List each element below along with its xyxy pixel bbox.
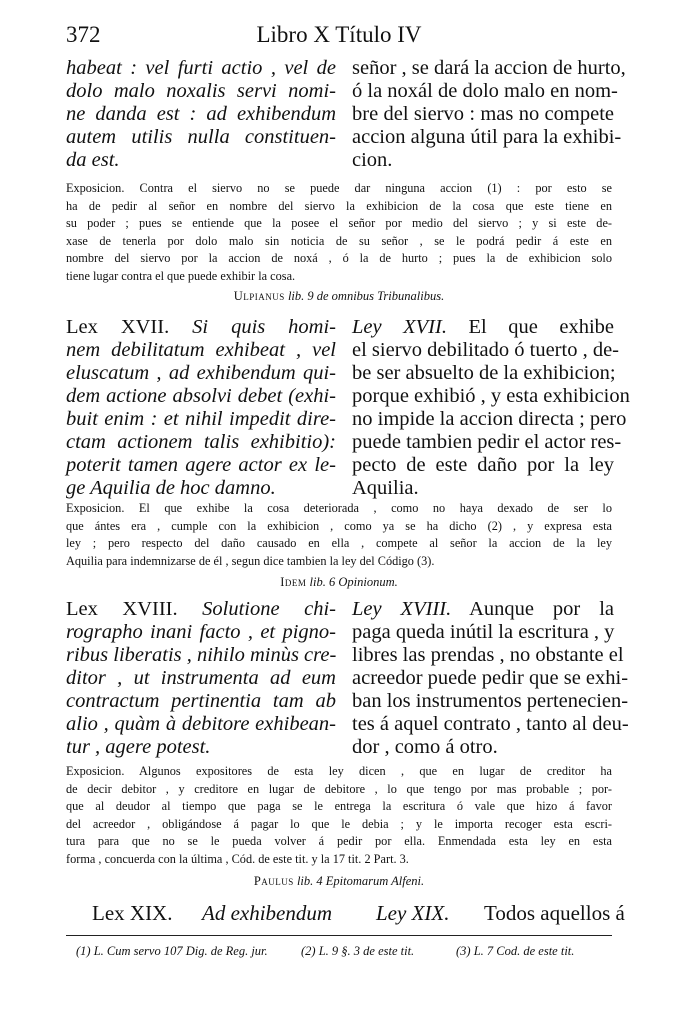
source-citation-2 [66, 575, 612, 590]
source-work: lib. 6 Opinionum. [309, 575, 398, 589]
footnote-2: (2) L. 9 §. 3 de este tit. [301, 944, 415, 958]
text-line: ctam actionem talis exhibitio): [66, 431, 336, 453]
text-line: poterit tamen agere actor ex le- [66, 454, 336, 476]
exposition-line: que ántes era , cumple con la exhibicion , como ya se ha dicho (2) , y expresa esta [66, 518, 612, 533]
spanish-column-3 [352, 598, 629, 759]
text-line: ó la noxál de dolo malo en nom- [352, 80, 618, 102]
lex-heading: Lex XIX. [92, 901, 173, 925]
text-line [352, 316, 614, 339]
spanish-text-start: Todos aquellos á [484, 901, 625, 925]
latin-column-1 [66, 57, 336, 172]
text-line [66, 598, 336, 621]
exposition-line: xase de tenerla por dolo malo sin noticia de su señor , se le podrá pedir á este en [66, 233, 612, 248]
exposition-line: tura para que no se le pueda volver á pedir por ella. Enmendada esta ley en esta [66, 834, 612, 848]
text-line: acreedor puede pedir que se exhi- [352, 667, 629, 689]
text-line: puede tambien pedir el actor res- [352, 431, 622, 453]
exposition-line: forma , concuerda con la última , Cód. de este tit. y la 17 tit. 2 Part. 3. [66, 851, 409, 866]
source-citation-1 [66, 289, 612, 304]
exposition-line: su poder ; pues se entiende que la posee el señor por medio del siervo ; y si este de- [66, 216, 612, 230]
lex-heading: Lex XVII. [66, 316, 170, 338]
exposition-line: Aquilia para indemnizarse de él , segun dice tambien la ley del Código (3). [66, 553, 435, 568]
ley-heading: Ley XVIII. [352, 598, 452, 620]
text-line: accion alguna útil para la exhibi- [352, 126, 622, 148]
text-fragment: El que exhibe [468, 316, 614, 338]
text-line: autem utilis nulla constituen- [66, 126, 336, 148]
text-line: el siervo debilitado ó tuerto , de- [352, 339, 619, 361]
exposition-line: de decir debitor , y creditore en lugar de debitore , lo que tengo por mas probable ; por- [66, 781, 612, 796]
text-line: alio , quàm à debitore exhibean- [66, 713, 336, 735]
text-line: ne danda est : ad exhibendum [66, 103, 336, 125]
exposition-line: Exposicion. El que exhibe la cosa deteriorada , como no haya dexado de ser lo [66, 501, 612, 515]
text-line: dem actione absolvi debet (exhi- [66, 385, 336, 407]
source-author: Ulpianus [233, 289, 285, 303]
text-fragment: Aunque por la [469, 598, 615, 620]
ley-heading: Ley XVII. [352, 316, 447, 338]
exposition-line: del acreedor , obligándose á pagar lo que le debia ; y le importa recoger esta escri- [66, 816, 612, 831]
text-line: da est. [66, 149, 120, 171]
ley-heading: Ley XIX. [376, 901, 450, 925]
text-line: no impide la accion directa ; pero [352, 408, 627, 430]
exposition-line: ley ; pero respecto del daño causado en ella , compete al señor la accion de la ley [66, 536, 612, 550]
lex-heading: Lex XVIII. [66, 598, 178, 620]
text-fragment: Si quis homi- [192, 316, 337, 338]
text-line: cion. [352, 149, 393, 171]
text-line: rographo inani facto , et pigno- [66, 621, 336, 643]
page-number: 372 [66, 22, 101, 47]
text-fragment: Solutione chi- [202, 598, 336, 620]
exposition-line: Exposicion. Algunos expositores de esta ley dicen , que en lugar de creditor ha [66, 764, 612, 778]
text-line: nem debilitatum exhibeat , vel [66, 339, 336, 361]
text-line [352, 598, 614, 621]
source-citation-3 [66, 874, 612, 889]
latin-text-start: Ad exhibendum [202, 901, 333, 925]
footnote-1: (1) L. Cum servo 107 Dig. de Reg. jur. [76, 944, 268, 958]
text-line: tur , agere potest. [66, 736, 211, 758]
exposition-3 [66, 763, 612, 868]
exposition-line: Exposicion. Contra el siervo no se puede dar ninguna accion (1) : por esto se [66, 181, 612, 195]
footnote-3: (3) L. 7 Cod. de este tit. [456, 944, 575, 958]
text-line: tes á aquel contrato , tanto al deu- [352, 713, 629, 735]
text-line: pecto de este daño por la ley [352, 454, 614, 476]
law-19-start [66, 901, 625, 927]
text-line: señor , se dará la accion de hurto, [352, 57, 626, 79]
text-line: contractum pertinentia tam ab [66, 690, 336, 712]
exposition-line: nombre del siervo por la accion de noxá , ó la de hurto ; pues la de exhibicion solo [66, 251, 612, 265]
text-line: ge Aquilia de hoc damno. [66, 477, 276, 499]
spanish-column-1 [352, 57, 626, 172]
text-line: buit enim : et nihil impedit dire- [66, 408, 336, 430]
exposition-line: que al deudor al tiempo que paga se le entrega la escritura ó vale que hizo á favor [66, 799, 612, 813]
text-line: dor , como á otro. [352, 736, 498, 758]
running-title: Libro X Título IV [256, 22, 422, 47]
text-line: ban los instrumentos pertenecien- [352, 690, 629, 712]
text-line: ribus liberatis , nihilo minùs cre- [66, 644, 337, 666]
text-line: be ser absuelto de la exhibicion; [352, 362, 616, 384]
exposition-1 [66, 180, 612, 285]
spanish-column-2 [352, 316, 630, 500]
exposition-2 [66, 500, 612, 570]
source-work: lib. 4 Epitomarum Alfeni. [296, 874, 425, 888]
text-line: eluscatum , ad exhibendum qui- [66, 362, 336, 384]
text-line: Aquilia. [352, 477, 419, 499]
text-line: dolo malo noxalis servi nomi- [66, 80, 336, 102]
running-header [66, 22, 612, 52]
text-line: habeat : vel furti actio , vel de [66, 57, 336, 79]
text-line: ditor , ut instrumenta ad eum [66, 667, 336, 689]
text-line: libres las prendas , no obstante el [352, 644, 624, 666]
latin-column-2 [66, 316, 336, 500]
latin-column-3 [66, 598, 336, 759]
exposition-line: tiene lugar contra el que puede exhibir la cosa. [66, 268, 296, 283]
footnote-rule [66, 935, 612, 936]
source-work: lib. 9 de omnibus Tribunalibus. [287, 289, 445, 303]
source-author: Idem [280, 575, 307, 589]
text-line: porque exhibió , y esta exhibicion [352, 385, 630, 407]
text-line [66, 316, 336, 339]
text-line: bre del siervo : mas no compete [352, 103, 614, 125]
exposition-line: ha de pedir al señor en nombre del siervo la exhibicion de la cosa que este tiene en [66, 198, 612, 213]
text-line: paga queda inútil la escritura , y [352, 621, 615, 643]
source-author: Paulus [253, 874, 294, 888]
